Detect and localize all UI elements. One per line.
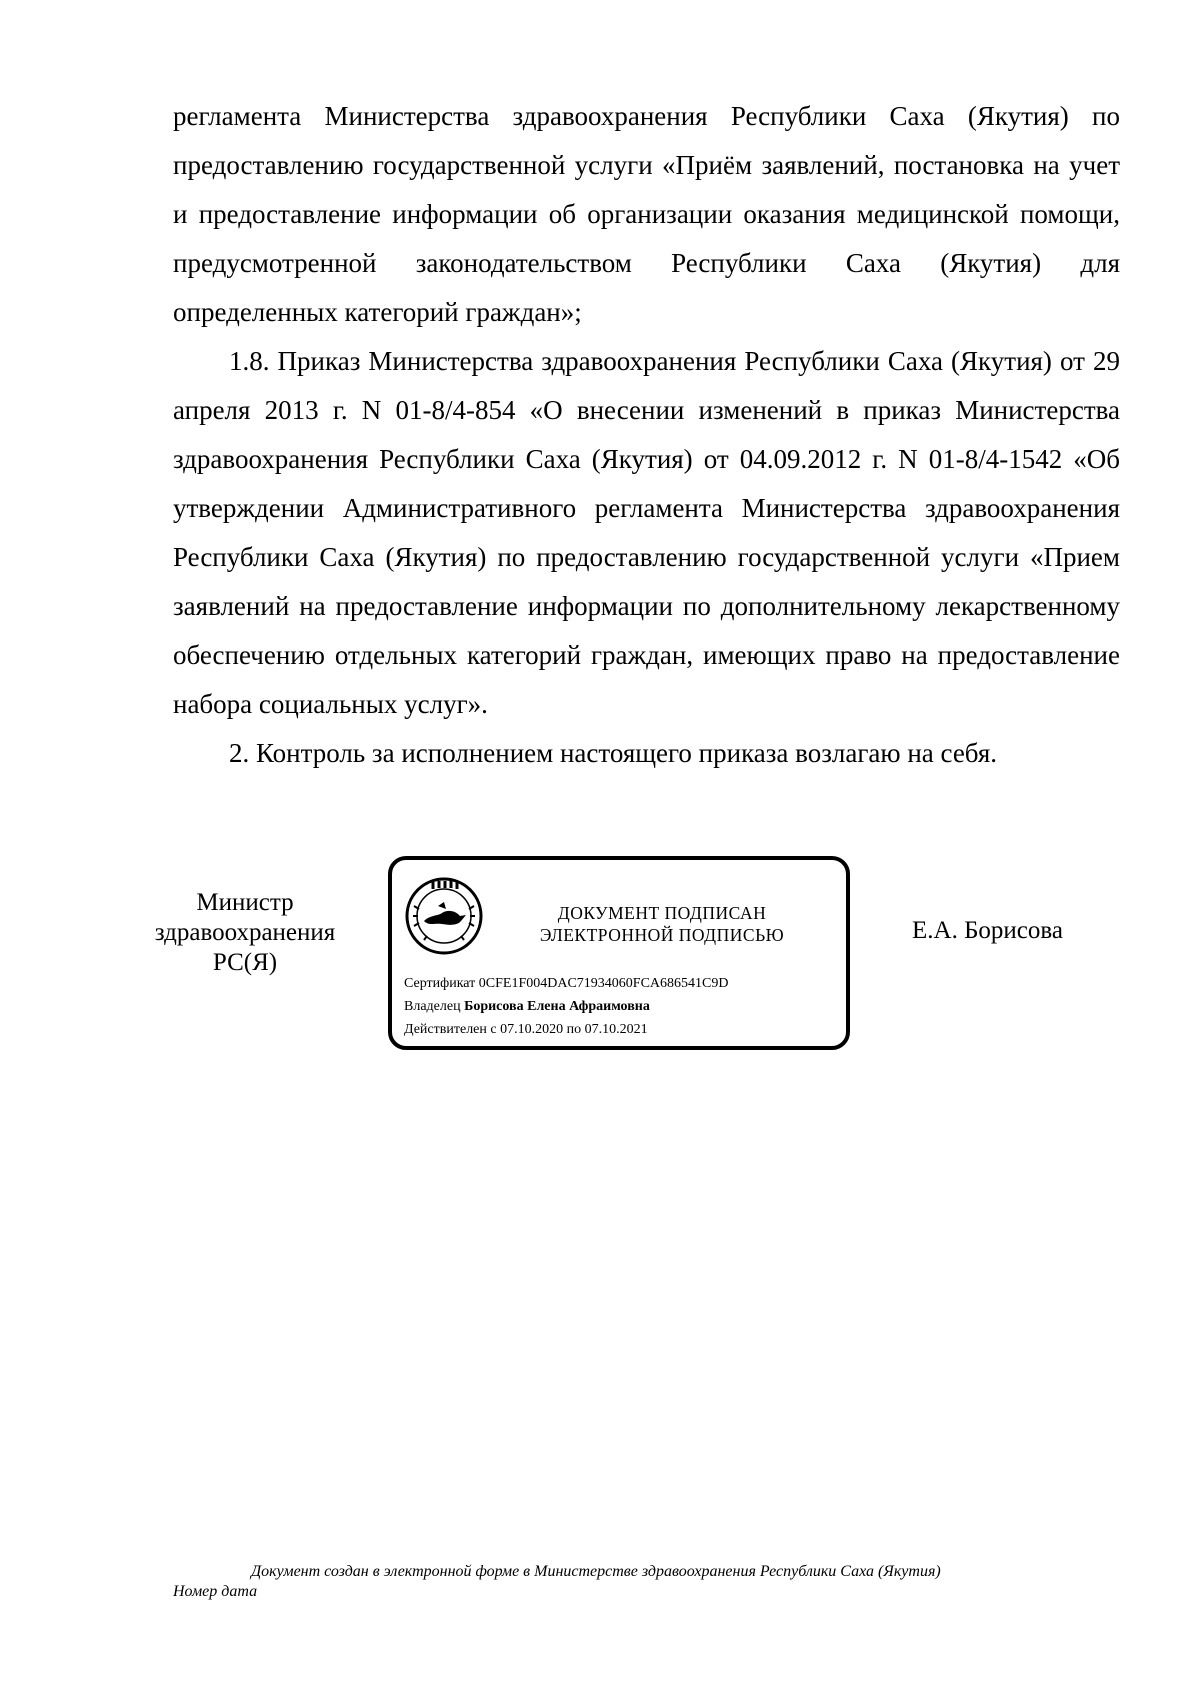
paragraph-item-2: 2. Контроль за исполнением настоящего приказа возлагаю на себя. xyxy=(229,738,998,768)
valid-label: Действителен с xyxy=(404,1022,497,1037)
stamp-details xyxy=(404,972,728,1041)
valid-to-label: по xyxy=(566,1022,582,1037)
footer-created-note: Документ создан в электронной форме в Министерстве здравоохранения Республики Саха (Якутия) xyxy=(251,1563,941,1580)
certificate-value: 0CFE1F004DAC71934060FCA686541C9D xyxy=(478,976,729,991)
stamp-header-line: ДОКУМЕНТ ПОДПИСАН xyxy=(557,903,767,923)
republic-emblem-icon xyxy=(404,876,484,956)
owner-label: Владелец xyxy=(404,999,461,1014)
signer-title-line: здравоохранения xyxy=(154,919,336,946)
document-footer xyxy=(173,1562,1073,1602)
stamp-header xyxy=(502,902,822,946)
document-body xyxy=(173,92,1120,778)
footer-number-date: Номер дата xyxy=(173,1583,258,1600)
certificate-row xyxy=(404,972,728,995)
stamp-header-line: ЭЛЕКТРОННОЙ ПОДПИСЬЮ xyxy=(539,925,785,945)
owner-value: Борисова Елена Афраимовна xyxy=(464,999,650,1014)
valid-from: 07.10.2020 xyxy=(500,1022,564,1037)
signer-title-line: Министр xyxy=(196,889,294,916)
validity-row xyxy=(404,1018,728,1041)
paragraph-regulation-tail: регламента Министерства здравоохранения Республики Саха (Якутия) по предоставлению государственной услуги «Приём заявлений, постановка на учет и предоставление информации об организации оказания медицинской помощи, предусмотренной законодательством Республики Саха (Якутия) для определенных категорий граждан»; xyxy=(173,101,1120,327)
certificate-label: Сертификат xyxy=(404,976,476,991)
signer-title xyxy=(140,888,350,978)
owner-row xyxy=(404,995,728,1018)
electronic-signature-stamp xyxy=(388,856,850,1050)
valid-to: 07.10.2021 xyxy=(584,1022,648,1037)
signer-name: Е.А. Борисова xyxy=(912,917,1063,944)
paragraph-item-1-8: 1.8. Приказ Министерства здравоохранения Республики Саха (Якутия) от 29 апреля 2013 г. N 01-8/4-854 «О внесении изменений в приказ Министерства здравоохранения Республики Саха (Якутия) от 04.09.2012 г. N 01-8/4-1542 «Об утверждении Административного регламента Министерства здравоохранения Республики Саха (Якутия) по предоставлению государственной услуги «Прием заявлений на предоставление информации по дополнительному лекарственному обеспечению отдельных категорий граждан, имеющих право на предоставление набора социальных услуг». xyxy=(173,346,1120,719)
signer-title-line: РС(Я) xyxy=(212,949,278,976)
